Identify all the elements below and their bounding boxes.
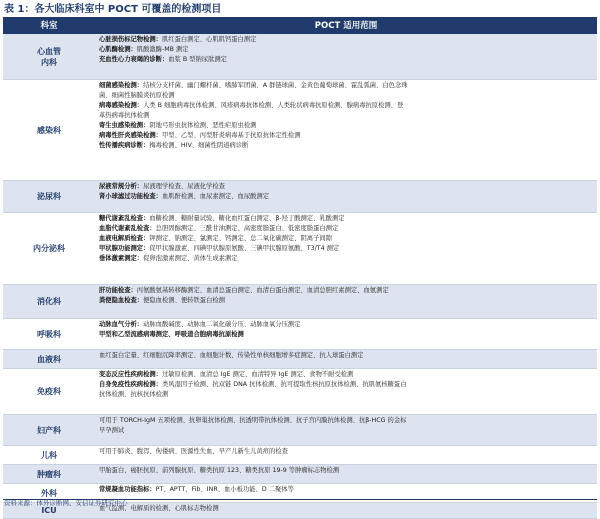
scope-category: 动脉血气分析： <box>99 321 144 328</box>
scope-line <box>99 101 593 111</box>
department-name: 呼吸科 <box>37 329 61 339</box>
department-cell <box>3 213 95 284</box>
department-name: 消化科 <box>37 297 61 306</box>
scope-items: 尿液理学检查、尿液化学检查 <box>143 183 225 190</box>
scope-line <box>99 296 593 306</box>
table-body <box>3 34 597 519</box>
scope-line <box>99 504 593 514</box>
scope-line <box>99 35 593 45</box>
department-name: 血液科 <box>37 354 61 364</box>
scope-line <box>99 192 593 202</box>
department-cell <box>3 369 95 414</box>
department-name: 免疫科 <box>37 387 61 396</box>
scope-cell <box>95 319 597 349</box>
scope-line <box>99 234 593 244</box>
table-row <box>3 213 597 285</box>
scope-items: 钾测定、钠测定、氯测定、钙测定、总二氧化碳测定、阴离子间隙 <box>149 235 332 242</box>
department-cell <box>3 34 95 79</box>
scope-category: 粪便隐血检查： <box>99 297 144 304</box>
table-row <box>3 319 597 350</box>
table-row <box>3 415 597 446</box>
scope-items: 阴地弓形虫抗体检测、恶性疟原虫检测 <box>149 122 257 129</box>
scope-line <box>99 485 593 495</box>
department-cell <box>3 80 95 180</box>
department-name: 感染科 <box>37 125 61 135</box>
table-row <box>3 80 597 181</box>
scope-items: 可用于肺炎、腹泻、佝偻病、医源性失血、早产儿新生儿黄疸的检查 <box>99 448 288 455</box>
table-row <box>3 465 597 484</box>
scope-category: 充血性心力衰竭的诊断： <box>99 56 169 63</box>
scope-items: 促甲状腺激素、四碘甲状腺原氨酸、三碘甲状腺原氨酸、T3/T4 测定 <box>149 245 340 252</box>
scope-category: 垂体激素测定： <box>99 255 144 262</box>
scope-line <box>99 141 593 151</box>
scope-line <box>99 81 593 91</box>
department-name: 儿科 <box>41 450 57 460</box>
department-name: 妇产科 <box>37 425 61 435</box>
scope-items: 丙氨酸氨基转移酶测定、血清总蛋白测定、血清白蛋白测定、血清总胆红素测定、血氨测定 <box>136 287 389 294</box>
scope-line <box>99 320 593 330</box>
scope-category: 常规凝血功能指标： <box>99 486 156 493</box>
scope-category: 甲状腺功能测定： <box>99 245 150 252</box>
scope-category: 寄生虫感染检测： <box>99 122 150 129</box>
scope-category: 变态反应性疾病检测： <box>99 371 162 378</box>
scope-cell <box>95 181 597 212</box>
scope-items: 人类 B 细胞病毒抗体检测、风疹病毒抗体检测、人类轮状病毒抗原检测、腺病毒抗原检测、登 <box>143 102 404 109</box>
scope-items: PT、APTT、Fib、INR、血小板功能、D 二聚体等 <box>155 486 294 493</box>
scope-line <box>99 214 593 224</box>
department-name: 外科 <box>41 488 57 498</box>
table-caption: 表 1：各大临床科室中 POCT 可覆盖的检测项目 <box>4 4 222 15</box>
scope-cell <box>95 80 597 180</box>
table-row <box>3 34 597 80</box>
scope-line <box>99 131 593 141</box>
department-cell <box>3 181 95 212</box>
scope-category: 甲型和乙型流感病毒测定、呼吸道合胞病毒抗原检测 <box>99 331 244 338</box>
scope-items: 血肌酐检测、血尿素测定、血尿酸测定 <box>161 193 270 200</box>
department-name: 内分泌科 <box>33 244 65 253</box>
scope-category: 自身免疫性疾病检测： <box>99 381 162 388</box>
scope-line <box>99 45 593 55</box>
department-name: ICU <box>41 506 57 515</box>
scope-category: 肝功能检查： <box>99 287 137 294</box>
department-cell <box>3 319 95 349</box>
scope-line <box>99 244 593 254</box>
scope-line <box>99 466 593 476</box>
scope-items: 促卵泡激素测定、黄体生成素测定 <box>143 255 238 262</box>
department-cell <box>3 446 95 464</box>
department-name: 心血管 内科 <box>37 46 61 67</box>
scope-category: 病毒感染检测： <box>99 102 144 109</box>
department-cell <box>3 350 95 368</box>
scope-items: 甲型、乙型、丙型肝炎病毒基于抗原抗体定性检测 <box>161 132 301 139</box>
department-cell <box>3 415 95 445</box>
scope-items: 便隐血检测、便转铁蛋白检测 <box>143 297 225 304</box>
table-header <box>3 19 597 34</box>
scope-line <box>99 447 593 457</box>
scope-cell <box>95 484 597 502</box>
header-department: 科室 <box>40 21 58 31</box>
scope-items: 血浆 B 型钠尿肽测定 <box>168 56 227 63</box>
scope-line <box>99 330 593 340</box>
scope-items: 梅毒检测、HIV、细菌性阴道病诊断 <box>149 142 249 149</box>
scope-category: 性传播疾病诊断： <box>99 142 150 149</box>
scope-line <box>99 111 593 121</box>
scope-line <box>99 416 593 426</box>
scope-line <box>99 370 593 380</box>
scope-category: 心脏损伤标记物检测： <box>99 36 162 43</box>
scope-items: 总胆固醇测定、三酰甘油测定、高密度脂蛋白、低密度脂蛋白测定 <box>155 225 339 232</box>
scope-line <box>99 91 593 101</box>
table-row <box>3 285 597 319</box>
scope-items: 类风湿因子检测、抗双链 DNA 抗体检测、抗可提取性核抗原抗体检测、抗肌氨核糖蛋白 <box>161 381 407 388</box>
scope-items: 血糖检测、糖耐量试验、糖化血红蛋白测定、β-羟丁酸测定、乳酸测定 <box>149 215 345 222</box>
department-cell <box>3 465 95 483</box>
scope-line <box>99 224 593 234</box>
scope-cell <box>95 369 597 414</box>
scope-items: 结核分支杆菌、幽门螺杆菌、嗜肺军团菌、A 群链球菌、金黄色葡萄球菌、霍乱弧菌、白色念珠 <box>143 82 408 89</box>
scope-cell <box>95 446 597 464</box>
scope-items: 甲胎蛋白、癌胚抗原、前列腺抗原、糖类抗原 123、糖类抗原 19-9 等肿瘤标志物检测 <box>99 467 340 474</box>
scope-cell <box>95 465 597 483</box>
scope-line <box>99 55 593 65</box>
scope-items: 动脉血酸碱度、动脉血二氧化碳分压、动脉血氧分压测定 <box>143 321 301 328</box>
table-row <box>3 446 597 465</box>
scope-line <box>99 121 593 131</box>
scope-cell <box>95 34 597 79</box>
scope-category: 血脂代谢紊乱检查： <box>99 225 156 232</box>
table-row <box>3 350 597 369</box>
scope-line <box>99 286 593 296</box>
scope-cell <box>95 503 597 518</box>
table-row <box>3 181 597 213</box>
scope-cell <box>95 213 597 284</box>
scope-items: 肌红蛋白测定、心肌肌钙蛋白测定 <box>161 36 257 43</box>
scope-items: 血红蛋白定量、红细胞沉降率测定、血细胞计数、传染性单核细胞增多症测定、抗人球蛋白测定 <box>99 352 364 359</box>
scope-items: 革热病毒抗体检测 <box>99 112 150 119</box>
scope-items: 抗体检测、抗核抗体检测 <box>99 391 169 398</box>
scope-cell <box>95 285 597 318</box>
scope-items: 可用于 TORCH-IgM 五项检测、抗卵巢抗体检测、抗透明带抗体检测、抗子宫内膜抗体检测、抗β-HCG 的金标 <box>99 417 407 424</box>
department-name: 泌尿科 <box>37 192 61 201</box>
scope-category: 肾小球滤过功能检查： <box>99 193 162 200</box>
department-name: 肿瘤科 <box>37 469 61 479</box>
scope-category: 细菌感染检测： <box>99 82 144 89</box>
department-cell <box>3 285 95 318</box>
scope-items: 早孕测试 <box>99 427 125 434</box>
scope-category: 血液电解质检查： <box>99 235 150 242</box>
scope-cell <box>95 350 597 368</box>
scope-items: 肌酸激酶-MB 测定 <box>136 46 189 53</box>
scope-category: 心肌酶检测： <box>99 46 137 53</box>
header-poct-scope: POCT 适用范围 <box>314 21 378 31</box>
scope-line <box>99 254 593 264</box>
scope-line <box>99 380 593 390</box>
table-row <box>3 369 597 415</box>
scope-items: 菌、细菌性脑膜炎抗原检测 <box>99 92 175 99</box>
scope-items: 血气监测、电解质的检测、心肌标志物检测 <box>99 505 219 512</box>
scope-items: 过敏原检测、血清总 IgE 测定、血清特异 IgE 测定、食物不耐受检测 <box>161 371 354 378</box>
source-note: 资料来源：体外诊断网、安信证券研究中心 <box>4 499 128 507</box>
scope-cell <box>95 415 597 445</box>
scope-category: 尿液常规分析： <box>99 183 144 190</box>
scope-line <box>99 182 593 192</box>
scope-line <box>99 351 593 361</box>
scope-category: 病毒性肝炎感染检测： <box>99 132 162 139</box>
scope-category: 糖代谢紊乱检查： <box>99 215 150 222</box>
scope-line <box>99 426 593 436</box>
scope-line <box>99 390 593 400</box>
